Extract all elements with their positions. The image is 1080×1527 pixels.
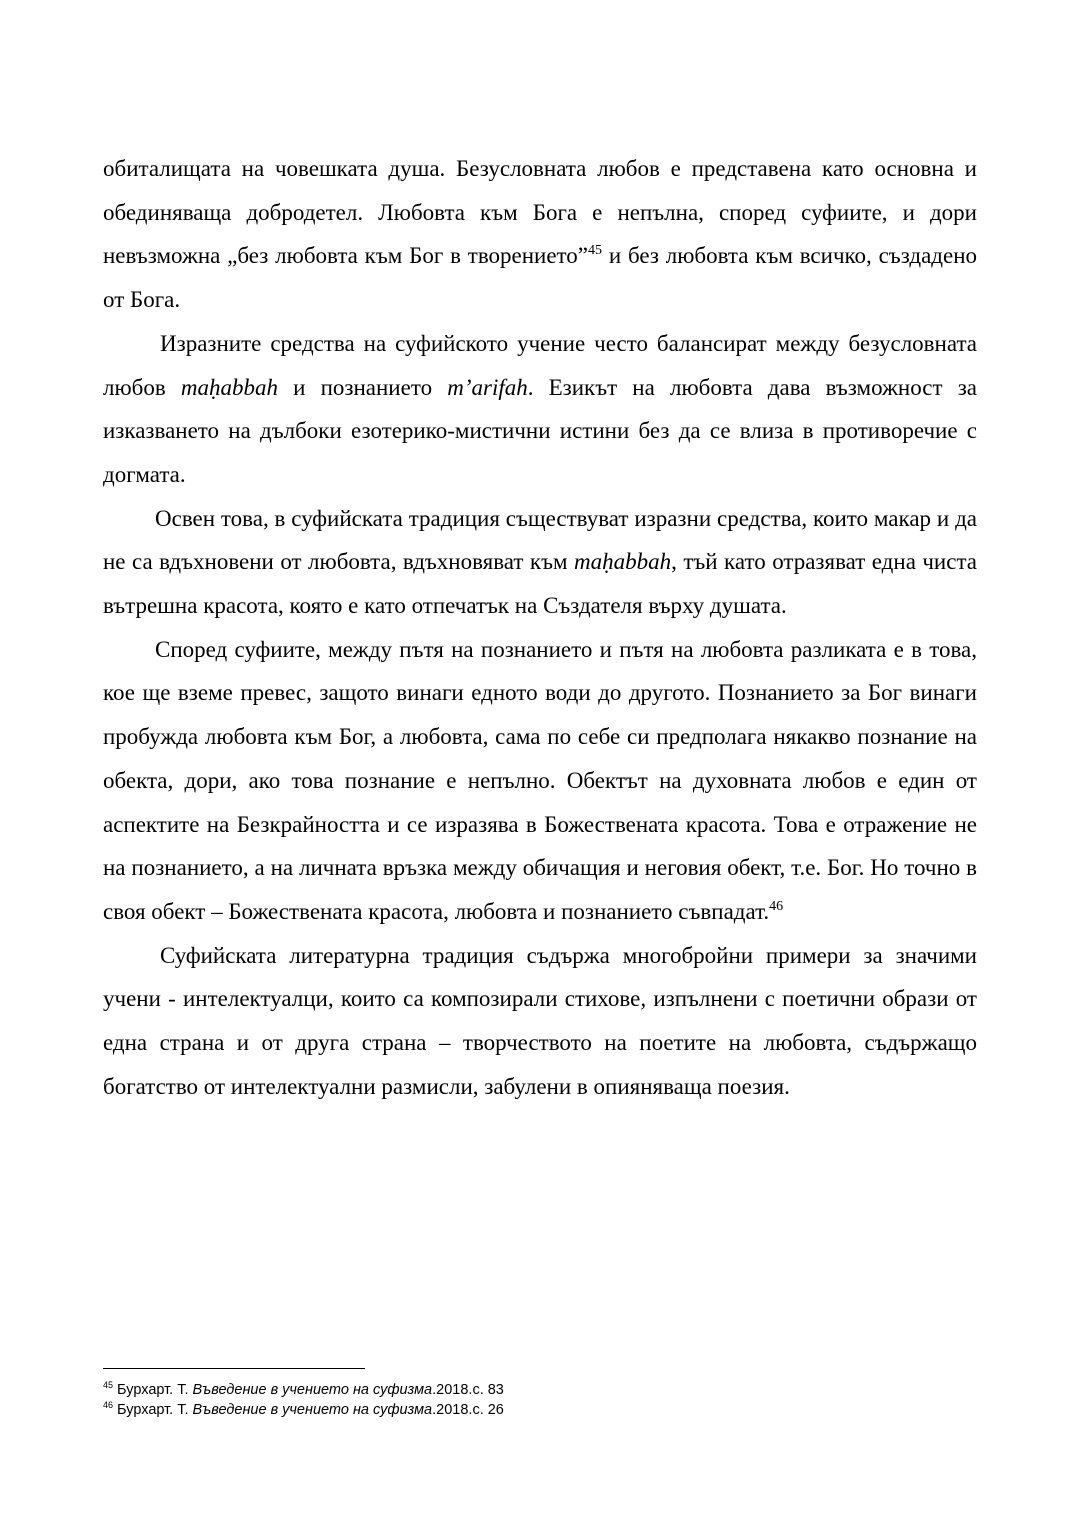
footnote-45 (103, 1380, 977, 1400)
paragraph-5 (103, 934, 977, 1109)
paragraph-text: Според суфиите, между пътя на познанието и пътя на любовта разликата е в това, кое ще вземе превес, защото винаги едното води до другото. Познанието за Бог винаги пробужда любовта към Бог, а любовта, сама по себе си предполага някакво познание на обекта, дори, ако това познание е непълно. Обектът на духовната любов е един от аспектите на Безкрайността и се изразява в Божествената красота. Това е отражение не на познанието, а на личната връзка между обичащия и неговия обект, т.е. Бог. Но точно в своя обект – Божествената красота, любовта и познанието съвпадат. (103, 636, 977, 924)
paragraph-text: и без любовта към всичко, създадено от Бога. (103, 243, 977, 313)
paragraph-3 (103, 497, 977, 628)
paragraph-2 (103, 322, 977, 497)
paragraph-text: обиталищата на човешката душа. Безусловната любов е представена като основна и обединяваща добродетел. Любовта към Бога е непълна, според суфиите, и дори невъзможна „без любовта към Бог в творението” (103, 156, 977, 269)
term-mahabbah: maḥabbah (574, 549, 672, 575)
paragraph-1 (103, 147, 977, 322)
footnote-author: Бурхарт. Т. (117, 1402, 193, 1418)
paragraph-text: , тъй като отразяват една чиста вътрешна красота, която е като отпечатък на Създателя върху душата. (103, 549, 977, 619)
paragraph-text: . Езикът на любовта дава възможност за изказването на дълбоки езотерико-мистични истини без да се влиза в противоречие с догмата. (103, 374, 977, 487)
footnote-title: Въведение в учението на суфизма (192, 1402, 433, 1418)
paragraph-text: Изразните средства на суфийското учение често балансират между безусловната любов (103, 330, 977, 400)
body-text (103, 147, 977, 1108)
footnote-author: Бурхарт. Т. (117, 1382, 193, 1398)
footnote-46 (103, 1400, 977, 1420)
footnote-separator (103, 1368, 365, 1369)
footnote-ref-45[interactable]: 45 (588, 243, 603, 259)
paragraph-text: Освен това, в суфийската традиция съществуват изразни средства, които макар и да не са вдъхновени от любовта, вдъхновяват към (103, 505, 977, 575)
paragraph-text: и познанието (278, 374, 448, 400)
term-marifah: m’arifah (447, 374, 528, 400)
footnote-number: 46 (103, 1400, 114, 1410)
footnotes (103, 1380, 977, 1420)
footnote-title: Въведение в учението на суфизма (192, 1382, 433, 1398)
footnote-details: .2018.с. 26 (432, 1402, 504, 1418)
paragraph-4 (103, 628, 977, 934)
footnote-number: 45 (103, 1380, 114, 1390)
paragraph-text: Суфийската литературна традиция съдържа многобройни примери за значими учени - интелектуалци, които са композирали стихове, изпълнени с поетични образи от една страна и от друга страна – творчеството на поетите на любовта, съдържащо богатство от интелектуални размисли, забулени в опияняваща поезия. (103, 942, 977, 1099)
footnote-ref-46[interactable]: 46 (769, 898, 784, 914)
term-mahabbah: maḥabbah (180, 374, 278, 400)
footnote-details: .2018.с. 83 (432, 1382, 504, 1398)
